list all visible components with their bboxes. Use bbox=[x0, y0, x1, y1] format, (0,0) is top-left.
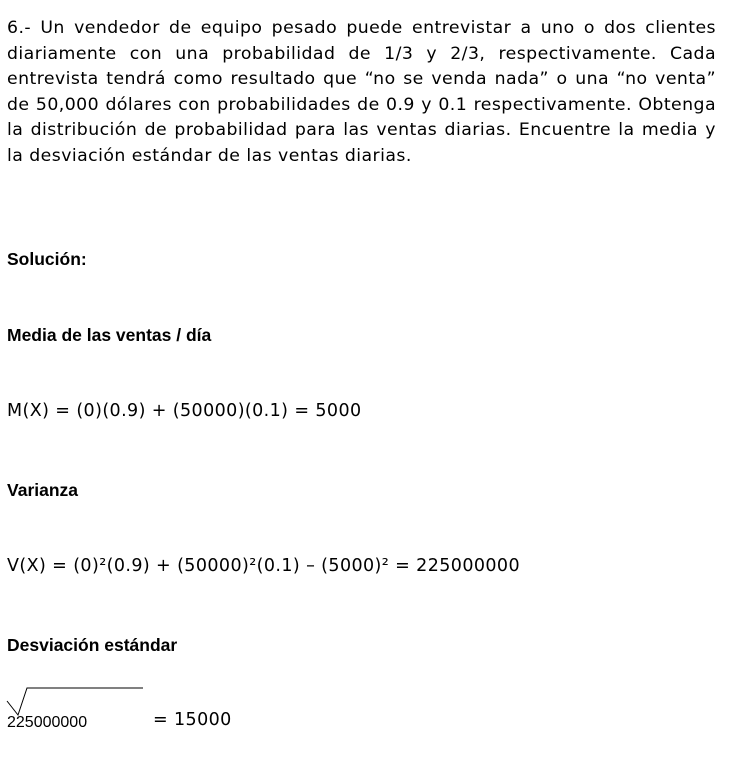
problem-statement: 6.- Un vendedor de equipo pesado puede entrevistar a uno o dos clientes diariamente con una probabilidad de 1/3 y 2/3, respectivamente. Cada entrevista tendrá como resultado que “no se venda nada” o una “no venta” de 50,000 dólares con probabilidades de 0.9 y 0.1 respectivamente. Obtenga la distribución de probabilidad para las ventas diarias. Encuentre la media y la desviación estándar de las ventas diarias. bbox=[7, 18, 716, 166]
solution-label: Solución: bbox=[7, 249, 87, 269]
stddev-heading: Desviación estándar bbox=[7, 635, 178, 655]
stddev-result: = 15000 bbox=[153, 710, 232, 730]
stddev-formula bbox=[0, 682, 260, 742]
mean-formula: M(X) = (0)(0.9) + (50000)(0.1) = 5000 bbox=[7, 401, 362, 421]
problem-block bbox=[7, 16, 716, 170]
mean-heading: Media de las ventas / día bbox=[7, 325, 212, 345]
variance-heading: Varianza bbox=[7, 480, 79, 500]
variance-formula: V(X) = (0)²(0.9) + (50000)²(0.1) – (5000)² = 225000000 bbox=[7, 556, 520, 576]
stddev-radicand: 225000000 bbox=[7, 714, 88, 731]
